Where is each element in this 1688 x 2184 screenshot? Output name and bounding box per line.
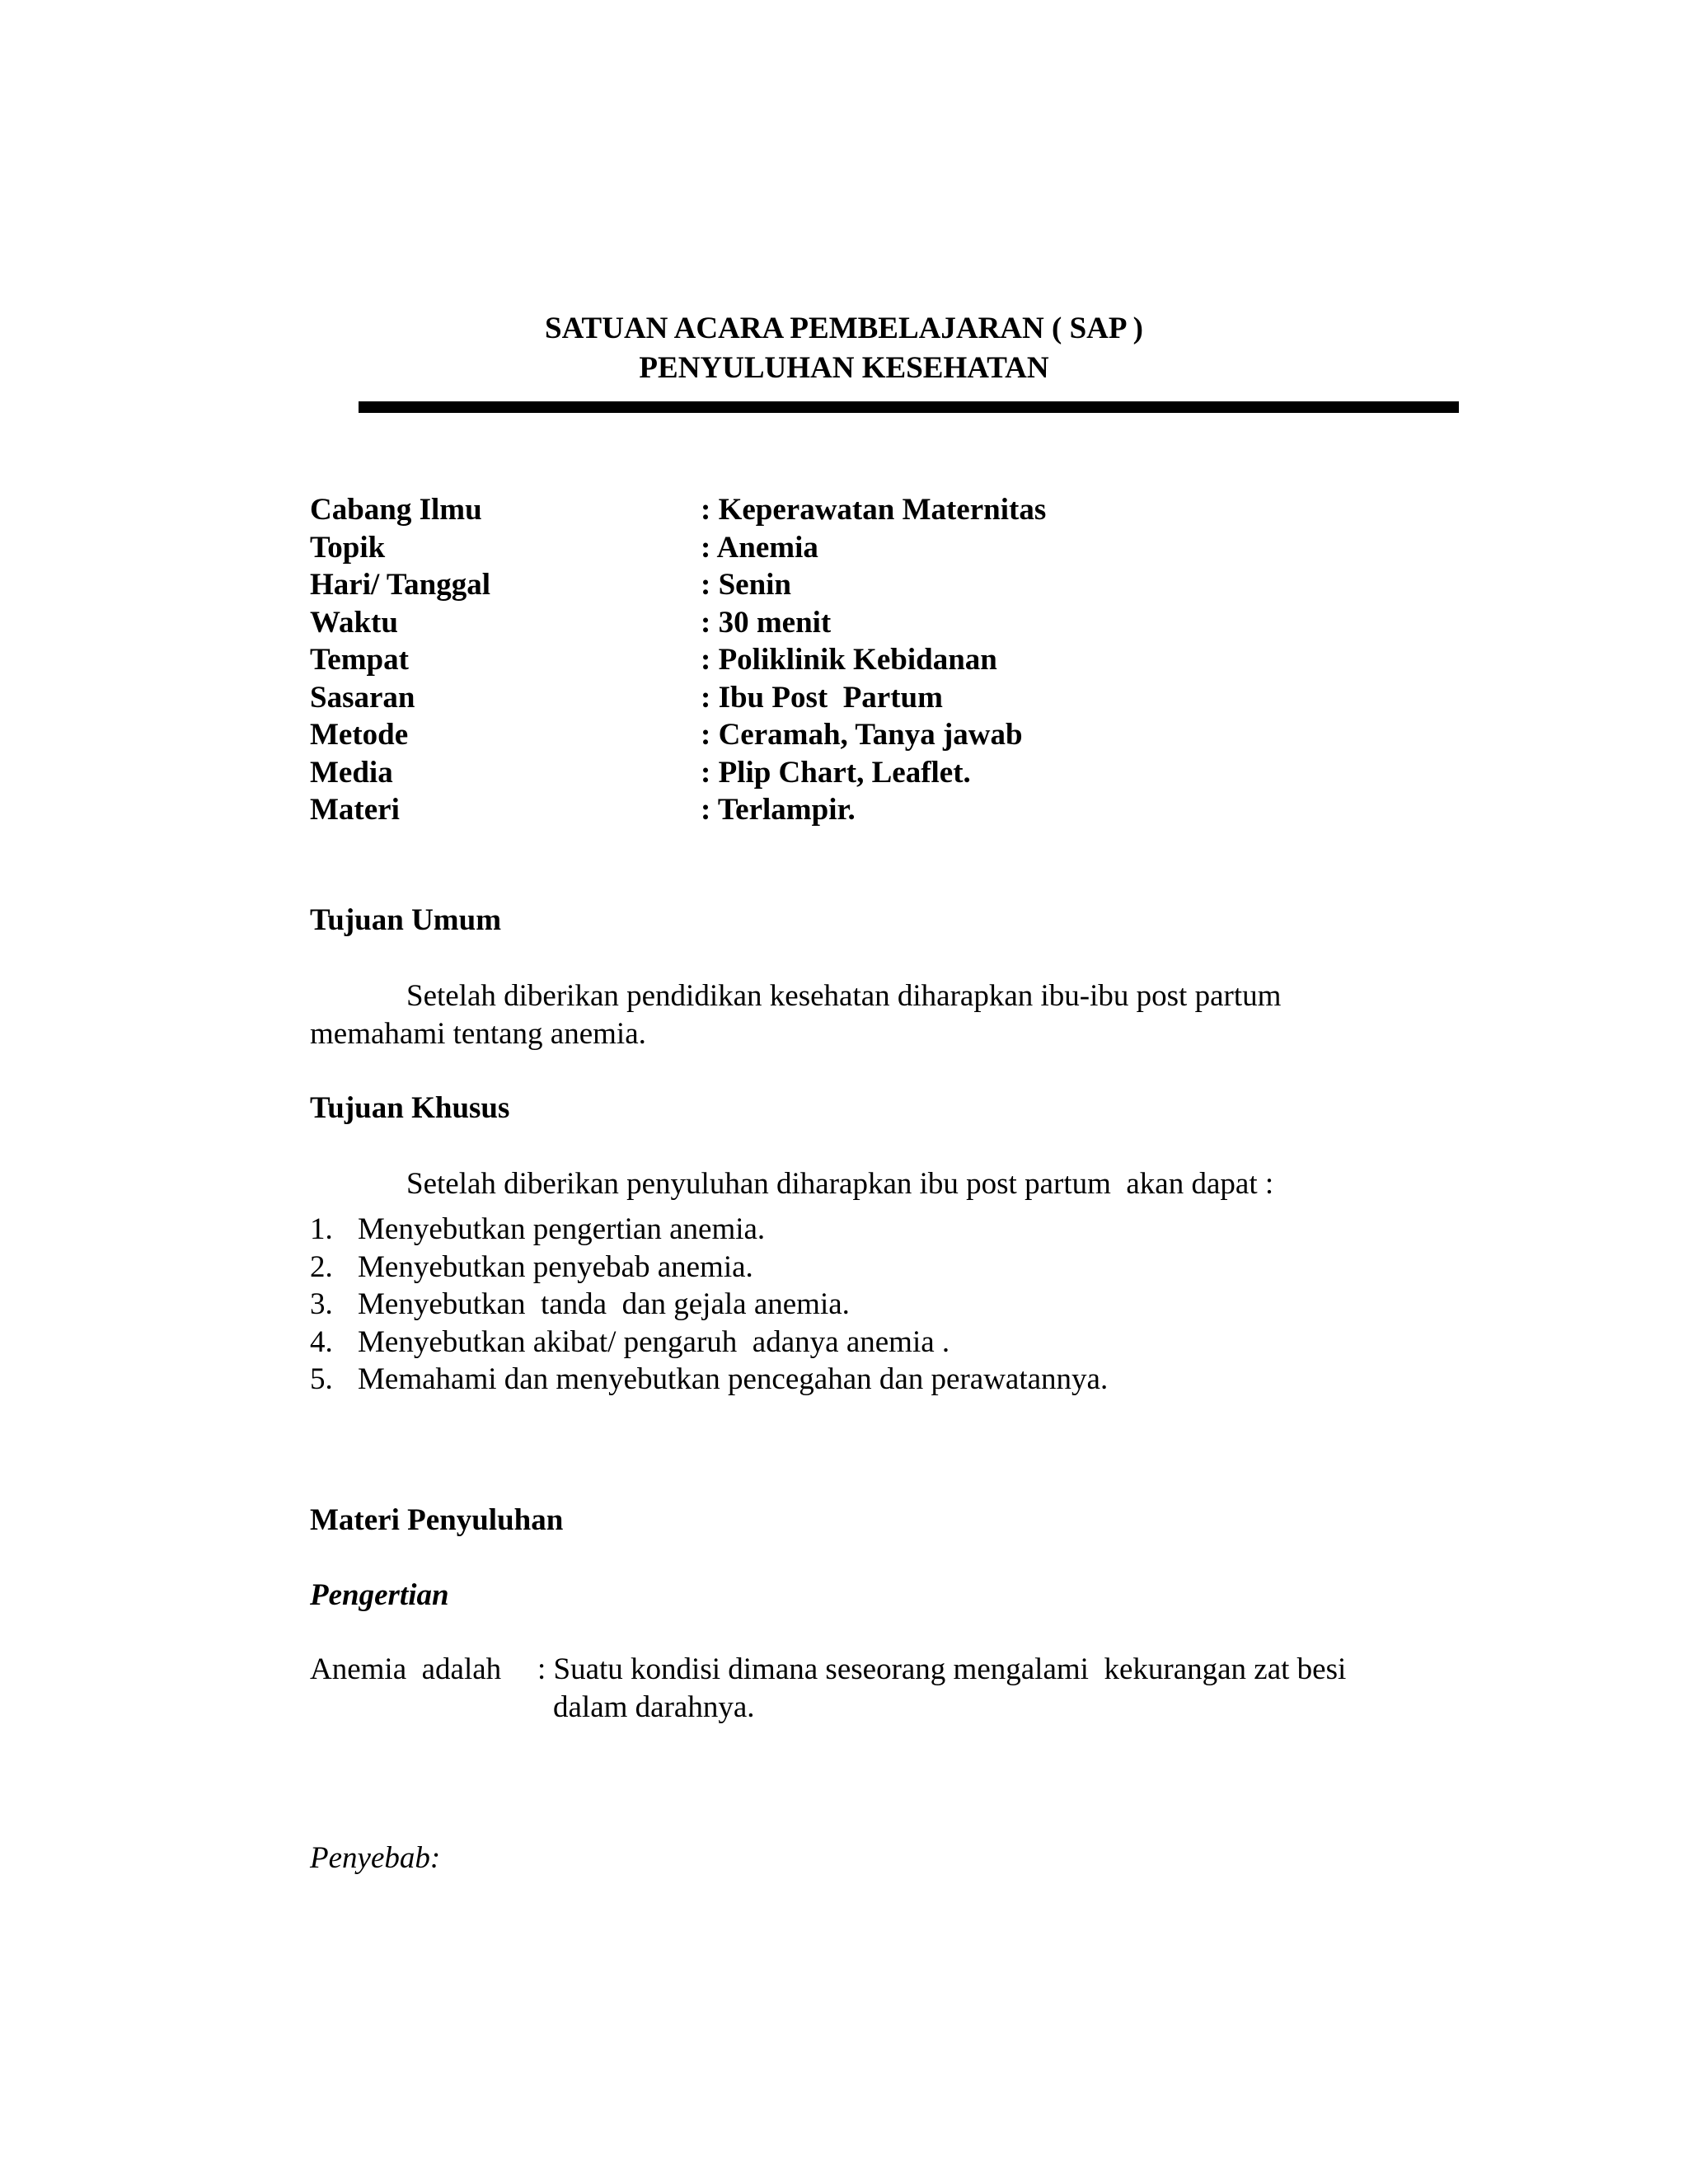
meta-row-sasaran [310,679,1046,717]
list-item-number: 4. [310,1324,333,1359]
list-item [310,1324,1108,1361]
list-item-number: 3. [310,1287,333,1321]
meta-label: Tempat [310,643,409,677]
session-details [310,491,1046,829]
meta-value: : Plip Chart, Leaflet. [701,755,971,790]
meta-label: Materi [310,793,400,827]
meta-value: : Anemia [701,530,818,565]
list-item [310,1361,1108,1399]
list-item-text: Menyebutkan pengertian anemia. [358,1212,766,1246]
definition-continuation: dalam darahnya. [553,1690,755,1724]
meta-row-hari-tanggal [310,566,1046,604]
meta-label: Sasaran [310,680,415,715]
meta-row-topik [310,529,1046,567]
list-item-text: Memahami dan menyebutkan pencegahan dan perawatannya. [358,1362,1109,1396]
title-divider [359,401,1459,413]
pengertian-heading: Pengertian [310,1578,449,1612]
materi-penyuluhan-heading: Materi Penyuluhan [310,1503,564,1537]
tujuan-khusus-intro-line: Setelah diberikan penyuluhan diharapkan ibu post partum akan dapat : [406,1167,1274,1201]
list-item-text: Menyebutkan tanda dan gejala anemia. [358,1287,850,1321]
list-item-text: Menyebutkan penyebab anemia. [358,1249,753,1284]
meta-row-cabang-ilmu [310,491,1046,529]
meta-value: : Keperawatan Maternitas [701,493,1047,527]
tujuan-khusus-heading: Tujuan Khusus [310,1091,510,1125]
meta-row-waktu [310,604,1046,642]
meta-value: : Senin [701,568,792,602]
meta-row-metode [310,716,1046,754]
meta-value: : Poliklinik Kebidanan [701,643,997,677]
definition-term: Anemia adalah [310,1652,502,1686]
tujuan-umum-text [310,977,1406,1053]
list-item [310,1286,1108,1324]
list-item [310,1249,1108,1286]
meta-value: : Ibu Post Partum [701,680,943,715]
list-item-number: 5. [310,1362,333,1396]
meta-value: : Terlampir. [701,793,856,827]
tujuan-umum-line-1: Setelah diberikan pendidikan kesehatan diharapkan ibu-ibu post partum [406,979,1282,1013]
definition-text: : Suatu kondisi dimana seseorang mengalami kekurangan zat besi [537,1652,1347,1686]
meta-label: Topik [310,530,386,565]
meta-label: Waktu [310,605,398,640]
list-item-text: Menyebutkan akibat/ pengaruh adanya anemia . [358,1324,950,1359]
tujuan-khusus-intro [310,1165,1406,1203]
title-line-1: SATUAN ACARA PEMBELAJARAN ( SAP ) [545,312,1143,345]
meta-value: : Ceramah, Tanya jawab [701,718,1023,752]
meta-row-tempat [310,641,1046,679]
objectives-list [310,1211,1108,1399]
definition-first-line [310,1651,1346,1689]
meta-label: Metode [310,718,409,752]
penyebab-heading: Penyebab: [310,1841,441,1875]
title-line-2: PENYULUHAN KESEHATAN [639,351,1049,385]
tujuan-umum-heading: Tujuan Umum [310,903,502,937]
tujuan-umum-line-2: memahami tentang anemia. [310,1017,646,1051]
list-item [310,1211,1108,1249]
meta-label: Media [310,755,393,790]
list-item-number: 2. [310,1249,333,1284]
meta-row-materi [310,791,1046,829]
list-item-number: 1. [310,1212,333,1246]
meta-label: Hari/ Tanggal [310,568,490,602]
document-title [0,309,1688,388]
meta-row-media [310,754,1046,792]
meta-label: Cabang Ilmu [310,493,482,527]
anemia-definition [310,1651,1346,1727]
meta-value: : 30 menit [701,605,832,640]
